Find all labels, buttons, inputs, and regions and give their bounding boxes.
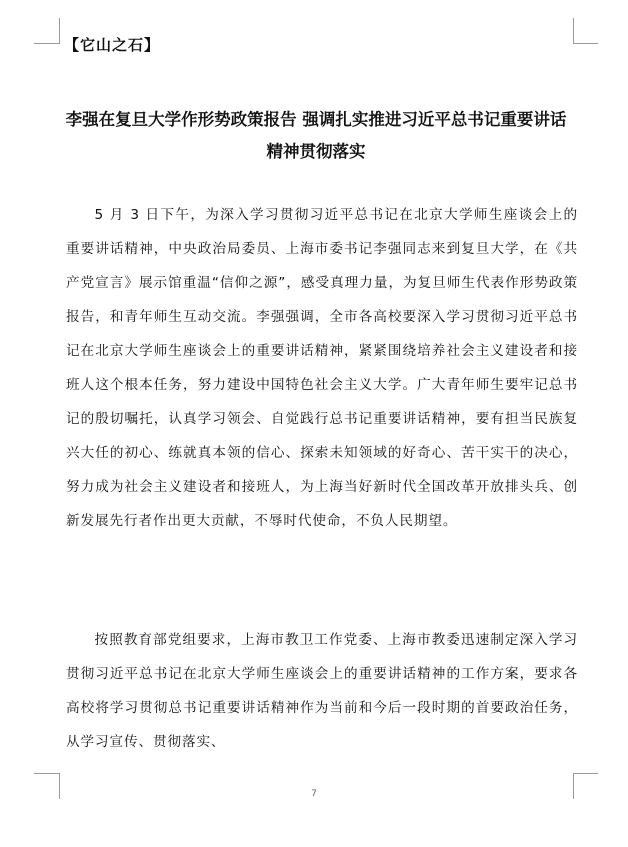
crop-mark-top-right-vertical xyxy=(573,18,574,44)
paragraph-2: 按照教育部党组要求，上海市教卫工作党委、上海市教委迅速制定深入学习贯彻习近平总书记在北京大学师生座谈会上的重要讲话精神的工作方案，要求各高校将学习贯彻总书记重要讲话精神作为当前和今后一段时期的首要政治任务，从学习宣传、贯彻落实、 xyxy=(66,632,578,750)
crop-mark-bottom-left-horizontal xyxy=(34,773,59,774)
section-label: 【它山之石】 xyxy=(64,36,161,54)
paragraph-1: 5 月 3 日下午，为深入学习贯彻习近平总书记在北京大学师生座谈会上的重要讲话精神，中央政治局委员、上海市委书记李强同志来到复旦大学，在《共产党宣言》展示馆重温“信仰之源”，感受真理力量，为复旦师生代表作形势政策报告，和青年师生互动交流。李强强调，全市各高校要深入学习贯彻习近平总书记在北京大学师生座谈会上的重要讲话精神，紧紧围绕培养社会主义建设者和接班人这个根本任务，努力建设中国特色社会主义大学。广大青年师生要牢记总书记的殷切嘱托，认真学习领会、自觉践行总书记重要讲话精神，要有担当民族复兴大任的初心、练就真本领的信心、探索未知领域的好奇心、苦干实干的决心，努力成为社会主义建设者和接班人，为上海当好新时代全国改革开放排头兵、创新发展先行者作出更大贡献，不辱时代使命，不负人民期望。 xyxy=(66,207,578,529)
crop-mark-top-left-vertical xyxy=(59,18,60,44)
article-title: 李强在复旦大学作形势政策报告 强调扎实推进习近平总书记重要讲话精神贯彻落实 xyxy=(65,110,567,161)
crop-mark-top-left-horizontal xyxy=(34,43,59,44)
crop-mark-bottom-right-horizontal xyxy=(573,773,598,774)
page-number: 7 xyxy=(311,789,317,799)
crop-mark-top-right-horizontal xyxy=(573,43,598,44)
